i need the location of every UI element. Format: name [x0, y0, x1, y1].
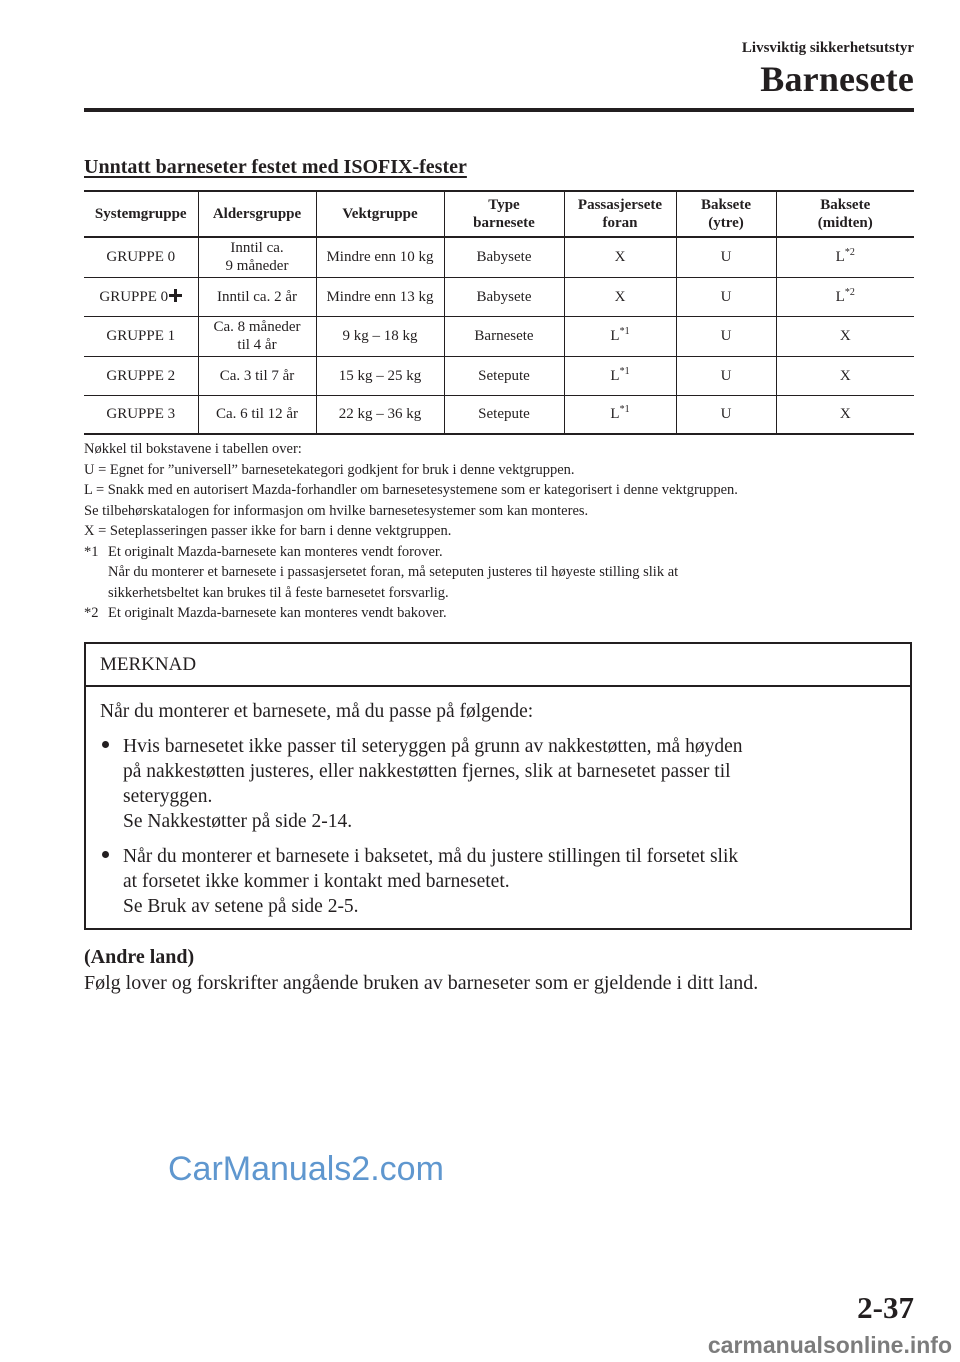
- col-header-type: Type barnesete: [444, 191, 564, 237]
- note-box-title: MERKNAD: [86, 644, 910, 687]
- table-header-row: [84, 191, 914, 237]
- table-row: GRUPPE 3 Ca. 6 til 12 år 22 kg – 36 kg Setepute $L^{*1}$ U X: [84, 395, 914, 434]
- note-bullet: Når du monterer et barnesete i baksetet, må du justere stillingen til forsetet slik at forsetet ikke kommer i kontakt med barnesetet. Se Bruk av setene på side 2-5.: [100, 844, 896, 919]
- col-header-group: Systemgruppe: [84, 191, 198, 237]
- key-x: X = Seteplasseringen passer ikke for barn i denne vektgruppen.: [84, 523, 452, 539]
- col-header-weight: Vektgruppe: [316, 191, 444, 237]
- section-header: Livsviktig sikkerhetsutstyr: [741, 40, 914, 56]
- col-header-front-seat: Passasjersete foran: [564, 191, 676, 237]
- key-intro: Nøkkel til bokstavene i tabellen over:: [84, 441, 302, 457]
- key-catalog: Se tilbehørskatalogen for informasjon om hvilke barnesetesystemer som kan monteres.: [84, 502, 589, 519]
- footer-site-watermark: carmanualsonline.info: [707, 1332, 952, 1358]
- bullet-icon: [100, 844, 123, 919]
- other-countries-title: (Andre land): [84, 946, 195, 968]
- footnote-2: *2 Et originalt Mazda-barnesete kan monteres vendt bakover.: [84, 605, 447, 621]
- col-header-rear-outer: Baksete (ytre): [676, 191, 776, 237]
- note-bullet: Hvis barnesetet ikke passer til seteryggen på grunn av nakkestøtten, må høyden på nakkestøtten justeres, eller nakkestøtten fjernes, slik at barnesetet passer til seteryggen. Se Nakkestøtter på side 2-14.: [100, 734, 896, 834]
- col-header-rear-center: Baksete (midten): [776, 191, 914, 237]
- header-divider: [84, 108, 914, 112]
- key-u: U = Egnet for ”universell” barnesetekategori godkjent for bruk i denne vektgruppen.: [84, 461, 575, 478]
- col-header-age: Aldersgruppe: [198, 191, 316, 237]
- plus-icon: [169, 289, 182, 302]
- table-row: GRUPPE 2 Ca. 3 til 7 år 15 kg – 25 kg Setepute $L^{*1}$ U X: [84, 356, 914, 395]
- page-title: Barnesete: [760, 59, 914, 99]
- table-row: GRUPPE 0 Inntil ca. 9 måneder Mindre enn 10 kg Babysete X U $L^{*2}$: [84, 237, 914, 277]
- note-intro: Når du monterer et barnesete, må du passe på følgende:: [100, 701, 534, 722]
- other-countries-text: Følg lover og forskrifter angående bruken av barneseter som er gjeldende i ditt land.: [84, 972, 759, 994]
- table-row: GRUPPE 1 Ca. 8 måneder til 4 år 9 kg – 18 kg Barnesete $L^{*1}$ U X: [84, 316, 914, 356]
- watermark: CarManuals2.com: [168, 1150, 444, 1188]
- table-row: GRUPPE 0 Inntil ca. 2 år Mindre enn 13 kg Babysete X U $L^{*2}$: [84, 277, 914, 316]
- page-number: 2-37: [857, 1290, 914, 1325]
- cross-reference: Se Nakkestøtter på side 2-14.: [123, 811, 353, 832]
- key-l: L = Snakk med en autorisert Mazda-forhandler om barnesetesystemene som er kategorisert i denne vektgruppen.: [84, 482, 738, 498]
- bullet-icon: [100, 734, 123, 834]
- footnote-1: *1 Et originalt Mazda-barnesete kan monteres vendt forover.: [84, 543, 443, 560]
- child-seat-table: [84, 190, 914, 435]
- note-box: [84, 642, 912, 930]
- cross-reference: Se Bruk av setene på side 2-5.: [123, 896, 359, 917]
- table-key-notes: Nøkkel til bokstavene i tabellen over: U = Egnet for ”universell” barnesetekategori godkjent for bruk i denne vektgruppen. L = Snakk med en autorisert Mazda-forhandler om barnesetesystemene som er kategorisert i denne vektgruppen. Se tilbehørskatalogen for informasjon om hvilke barnesetesystemer som kan monteres. X = Seteplasseringen passer ikke for barn i denne vektgruppen. *1 Et originalt Mazda-barnesete kan monteres vendt forover. Når du monterer et barnesete i passasjersetet foran, må seteputen justeres til høyeste stilling slik at sikkerhetsbeltet kan brukes til å feste barnesetet forsvarlig. *2 Et originalt Mazda-barnesete kan monteres vendt bakover.: [84, 439, 924, 624]
- section-title: Unntatt barneseter festet med ISOFIX-fester: [84, 156, 467, 178]
